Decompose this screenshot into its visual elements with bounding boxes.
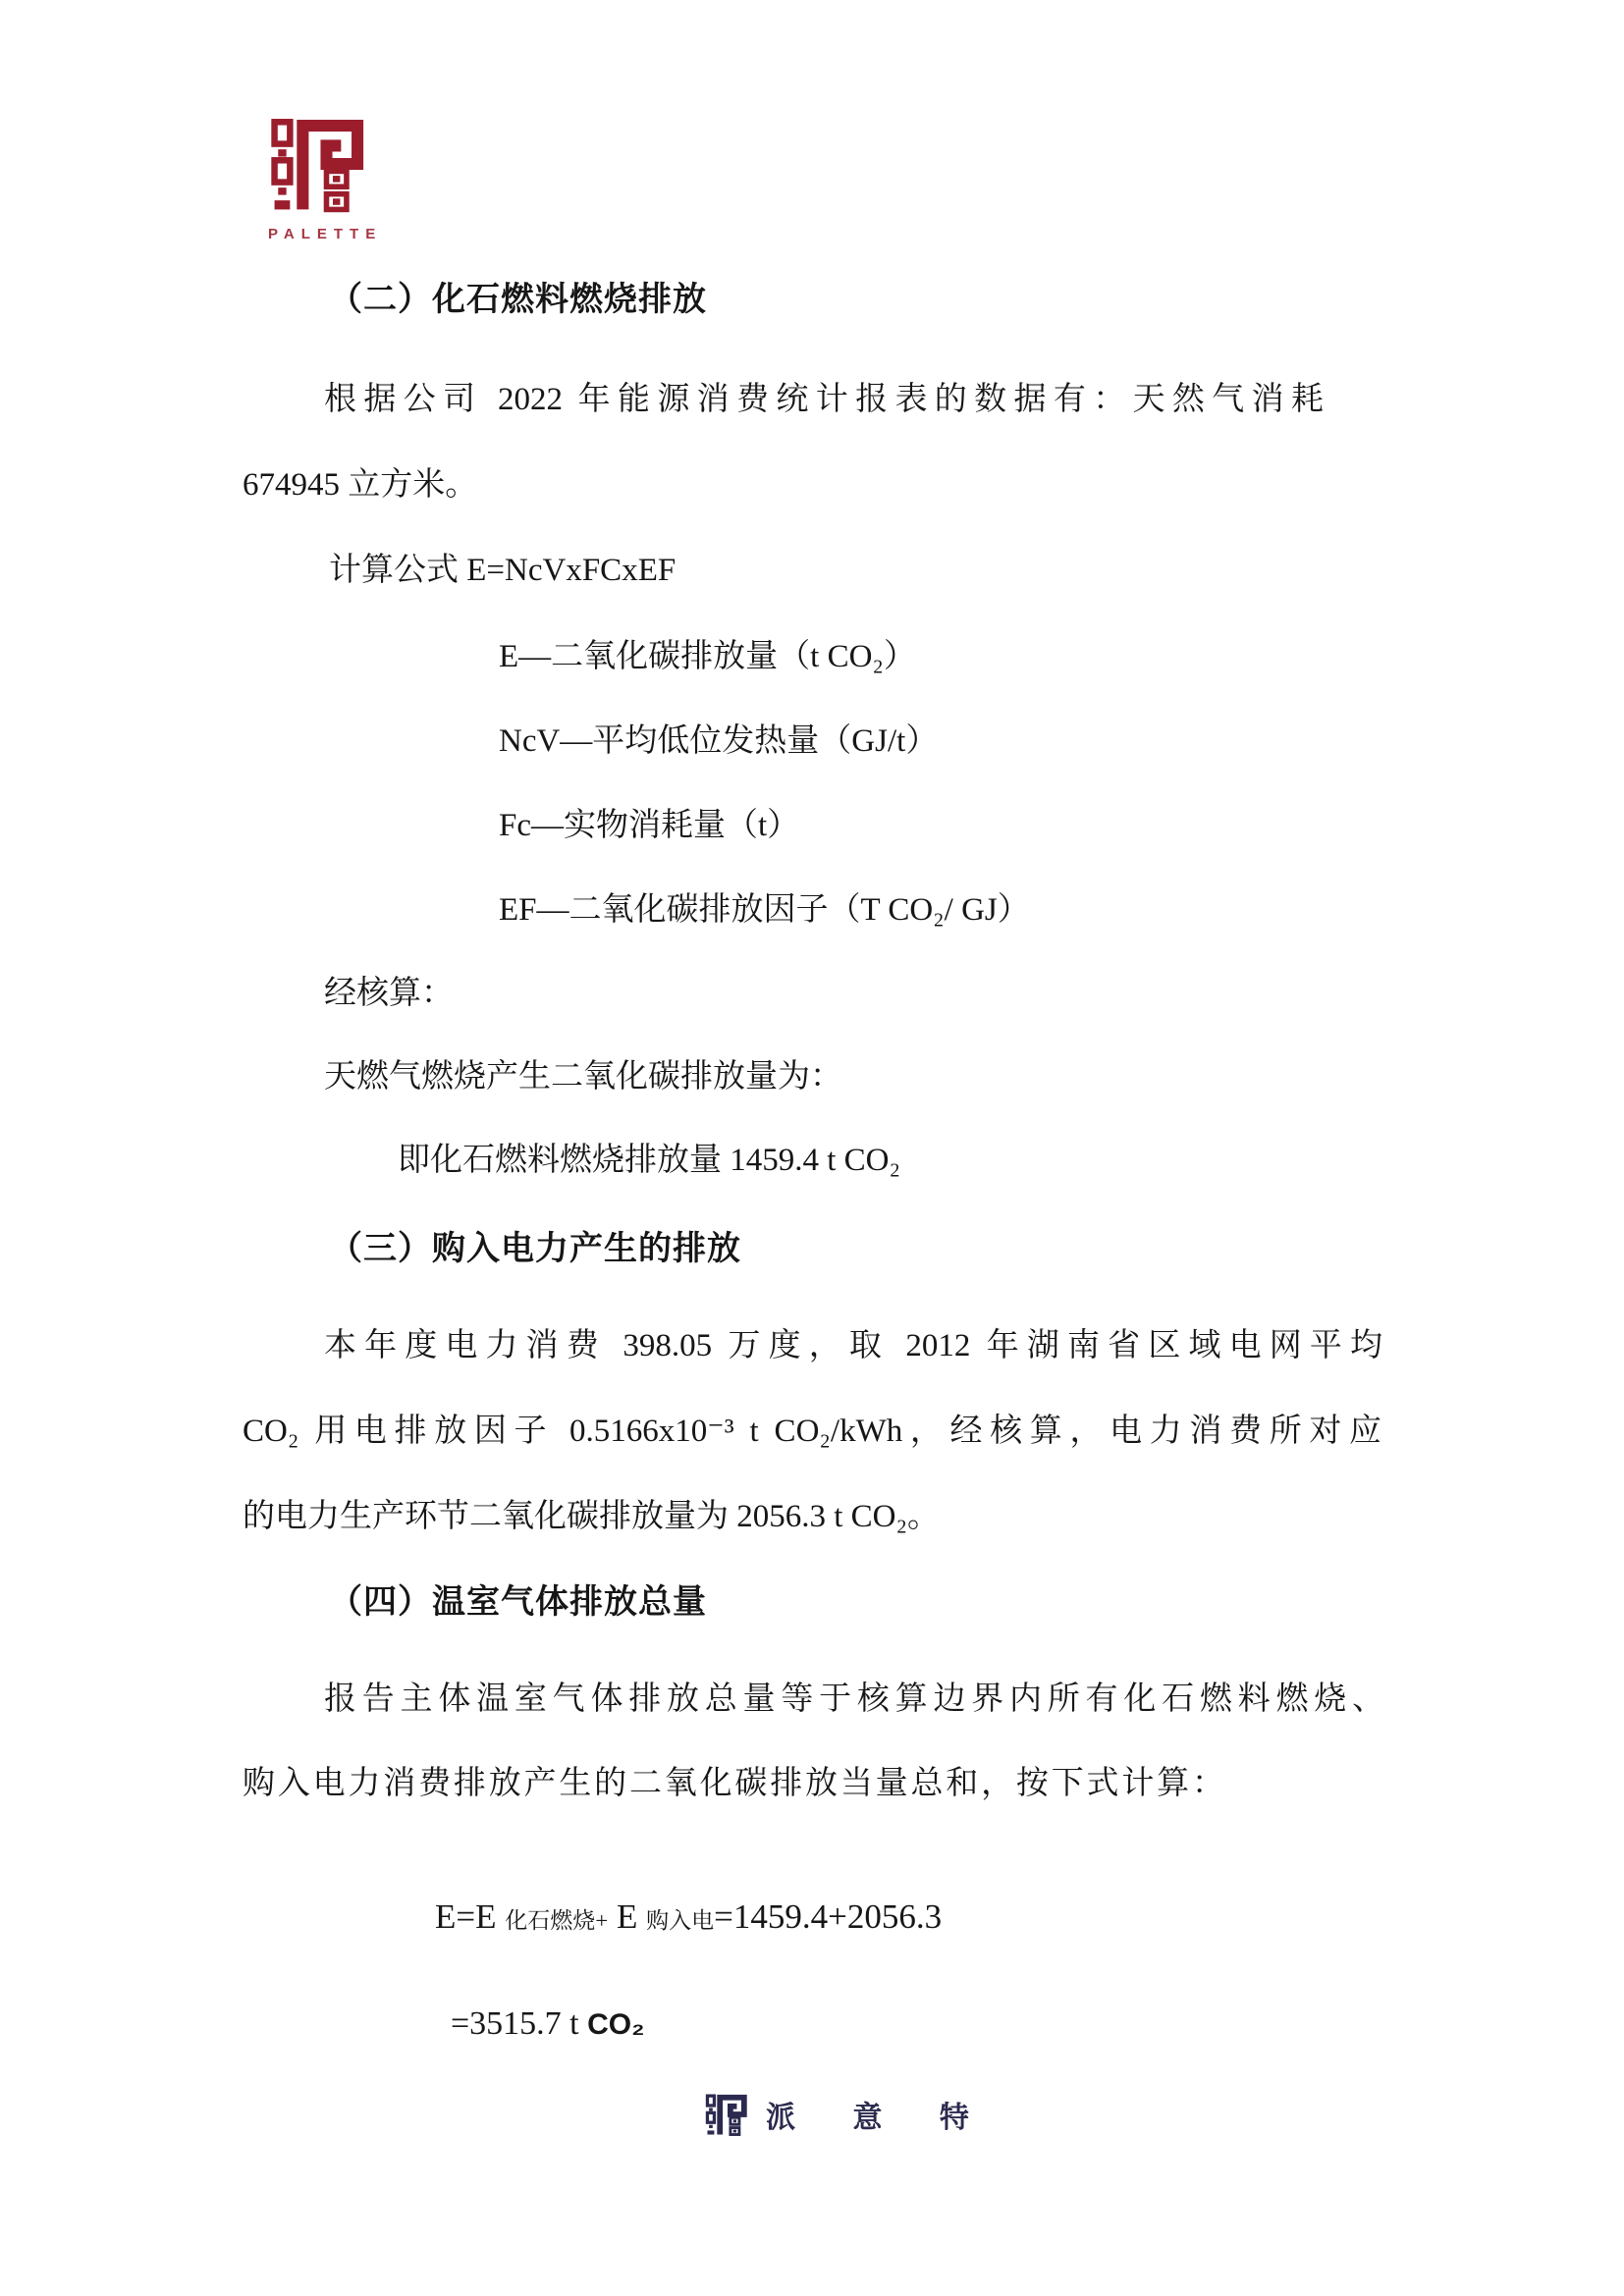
verify-label: 经核算： <box>324 976 454 1011</box>
section2-paragraph-line1: 根据公司 2022 年能源消费统计报表的数据有：天然气消耗 <box>324 382 1324 417</box>
section3-line1: 本年度电力消费 398.05 万度，取 2012 年湖南省区域电网平均 <box>324 1328 1382 1363</box>
section3-line2: CO₂ 用电排放因子 0.5166x10⁻³ t CO₂/kWh，经核算，电力消费所对应 <box>243 1414 1381 1449</box>
section2-heading: （二）化石燃料燃烧排放 <box>329 281 707 318</box>
total-value: =3515.7 t <box>451 2005 588 2043</box>
section3-line3: 的电力生产环节二氧化碳排放量为 2056.3 t CO₂。 <box>243 1499 941 1534</box>
formula-subscript-fossil: 化石燃烧+ <box>505 1907 609 1933</box>
header-brand <box>268 113 386 242</box>
footer-brand <box>705 2089 993 2145</box>
total-emission-result <box>417 1959 644 2090</box>
palette-maze-logo-icon <box>268 113 372 220</box>
definition-fc: Fc—实物消耗量（t） <box>499 808 800 843</box>
formula-values: =1459.4+2056.3 <box>714 1896 943 1936</box>
total-unit: CO₂ <box>587 2008 645 2042</box>
section2-paragraph-line2: 674945 立方米。 <box>243 467 478 503</box>
gas-result-intro: 天燃气燃烧产生二氧化碳排放量为： <box>324 1059 842 1095</box>
section3-heading: （三）购入电力产生的排放 <box>329 1230 741 1267</box>
section4-heading: （四）温室气体排放总量 <box>329 1583 707 1621</box>
formula-intro: 计算公式 E=NcVxFCxEF <box>329 553 677 588</box>
footer-maze-logo-icon <box>705 2089 750 2145</box>
section4-line1: 报告主体温室气体排放总量等于核算边界内所有化石燃料燃烧、 <box>324 1682 1384 1717</box>
formula-subscript-electricity: 购入电 <box>646 1907 715 1933</box>
definition-e: E—二氧化碳排放量（t CO₂） <box>499 639 916 674</box>
formula-term-e2: E <box>608 1896 647 1936</box>
section4-line2: 购入电力消费排放产生的二氧化碳排放当量总和，按下式计算： <box>243 1766 1224 1801</box>
brand-wordmark: PALETTE <box>268 226 383 242</box>
fossil-fuel-result: 即化石燃料燃烧排放量 1459.4 t CO₂ <box>398 1143 901 1178</box>
definition-ncv: NcV—平均低位发热量（GJ/t） <box>499 723 939 759</box>
definition-ef: EF—二氧化碳排放因子（T CO₂/ GJ） <box>499 892 1030 928</box>
footer-wordmark: 派 意 特 <box>766 2101 993 2135</box>
formula-term-e: E=E <box>435 1896 506 1936</box>
